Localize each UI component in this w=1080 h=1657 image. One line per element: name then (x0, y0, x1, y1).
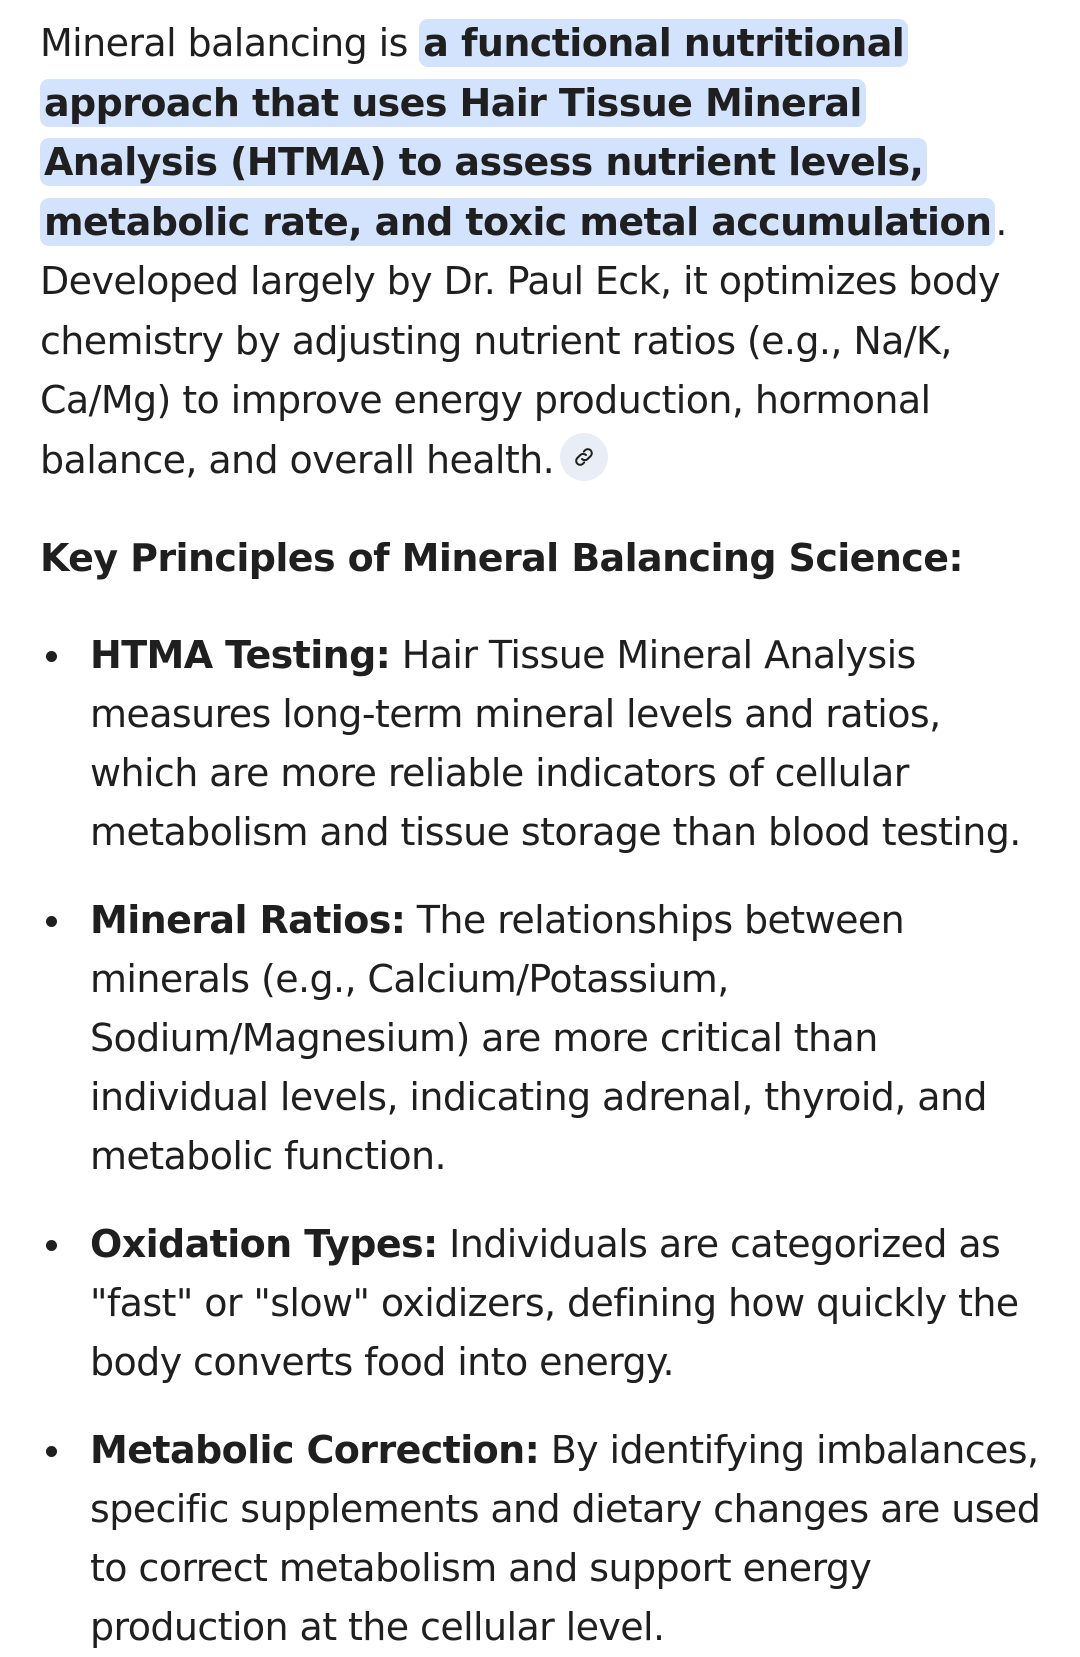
list-item (40, 1215, 1044, 1392)
intro-highlight[interactable]: a functional nutritional approach that uses Hair Tissue Mineral Analysis (HTMA) to assess nutrient levels, metabolic rate, and toxic metal accumulation (40, 19, 995, 246)
bullet-icon (46, 1446, 57, 1457)
section-heading: Key Principles of Mineral Balancing Science: (40, 536, 963, 580)
bullet-icon (46, 651, 57, 662)
link-icon (572, 445, 596, 469)
principles-list (40, 626, 1044, 1657)
list-item (40, 891, 1044, 1186)
principle-text: The relationships between minerals (e.g., Calcium/Potassium, Sodium/Magnesium) are more critical than individual levels, indicating adrenal, thyroid, and metabolic function. (90, 898, 987, 1178)
principle-term: Metabolic Correction: (90, 1428, 540, 1472)
principle-term: HTMA Testing: (90, 633, 391, 677)
list-item (40, 1421, 1044, 1657)
intro-paragraph (40, 14, 1044, 490)
intro-lead: Mineral balancing is (40, 21, 420, 65)
principle-term: Oxidation Types: (90, 1222, 438, 1266)
principle-term: Mineral Ratios: (90, 898, 406, 942)
list-item (40, 626, 1044, 862)
bullet-icon (46, 1240, 57, 1251)
principle-text: By identifying imbalances, specific supplements and dietary changes are used to correct metabolism and support energy production at the cellular level. (90, 1428, 1041, 1649)
principle-text: Individuals are categorized as "fast" or "slow" oxidizers, defining how quickly the body converts food into energy. (90, 1222, 1019, 1384)
source-link-button[interactable] (560, 433, 608, 481)
principle-text: Hair Tissue Mineral Analysis measures long-term mineral levels and ratios, which are more reliable indicators of cellular metabolism and tissue storage than blood testing. (90, 633, 1021, 854)
bullet-icon (46, 916, 57, 927)
intro-rest: . Developed largely by Dr. Paul Eck, it optimizes body chemistry by adjusting nutrient ratios (e.g., Na/K, Ca/Mg) to improve energy production, hormonal balance, and overall health. (40, 199, 1007, 482)
